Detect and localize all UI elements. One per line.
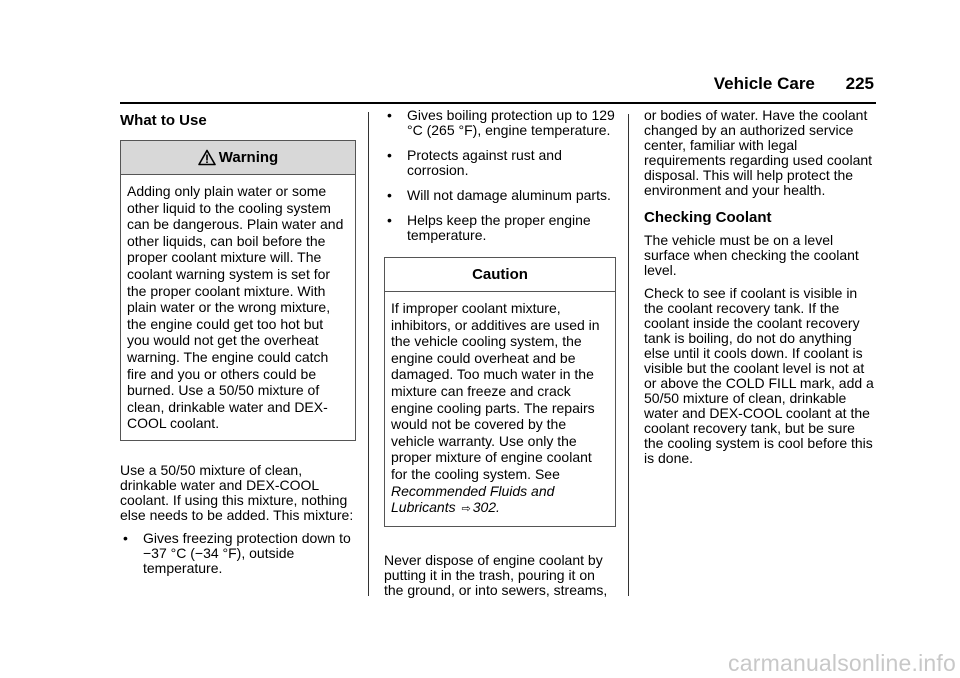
list-item: • Helps keep the proper engine temperature. (387, 212, 591, 243)
warning-title: Warning (218, 149, 279, 166)
watermark: carmanualsonline.info (728, 650, 956, 676)
checking-coolant-para-1: The vehicle must be on a level surface when checking the coolant level. (644, 232, 859, 278)
section-title: Vehicle Care (713, 74, 815, 93)
caution-box (384, 257, 616, 527)
reference-page: 302. (472, 499, 500, 516)
checking-coolant-para-2: Check to see if coolant is visible in the coolant recovery tank. If the coolant inside the coolant recovery tank is boiling, do not do anything else until it cools down. If coolant is visible but the coolant level is not at or above the COLD FILL mark, add a 50/50 mixture of clean, drinkable water and DEX-COOL coolant at the coolant recovery tank, but be sure the cooling system is cool before this is done. (644, 285, 874, 466)
warning-triangle-icon (198, 145, 216, 178)
protection-list-start (120, 531, 356, 576)
list-item: • Will not damage aluminum parts. (387, 187, 611, 203)
caution-reference-link[interactable]: Recommended Fluids and Lubricants ⇨ 302. (391, 483, 554, 516)
list-item: • Gives freezing protection down to −37 °C (−34 °F), outside temperature. (123, 529, 351, 576)
page-number: 225 (845, 74, 874, 93)
header-rule (120, 102, 876, 104)
warning-body: Adding only plain water or some other liquid to the cooling system can be dangerous. Plain water and other liquids, can boil before the proper coolant mixture will. The coolant warning system is set for the proper coolant mixture. With plain water or the wrong mixture, the engine could get too hot but you would not get the overheat warning. The engine could catch fire and you or others could be burned. Use a 50/50 mixture of clean, drinkable water and DEX-COOL coolant. (127, 183, 344, 432)
warning-box-header (121, 141, 355, 175)
coolant-mixture-intro: Use a 50/50 mixture of clean, drinkable water and DEX-COOL coolant. If using this mixture, nothing else needs to be added. This mixture: (120, 461, 354, 523)
page-header (714, 74, 874, 94)
column-3 (628, 108, 876, 474)
protection-list-continued (384, 108, 616, 243)
list-item: • Gives boiling protection up to 129 °C (265 °F), engine temperature. (387, 107, 615, 138)
page-reference-arrow-icon: ⇨ (461, 503, 471, 516)
column-divider-1 (368, 112, 369, 596)
caution-body: If improper coolant mixture, inhibitors, or additives are used in the vehicle cooling system, the engine could overheat and be damaged. Too much water in the mixture can freeze and crack engine cooling parts. The repairs would not be covered by the vehicle warranty. Use only the proper mixture of engine coolant for the cooling system. See Recommended Fluids and Lubricants ⇨ 302. (385, 292, 615, 526)
coolant-disposal-start: Never dispose of engine coolant by putting it in the trash, pouring it on the ground, or into sewers, streams, (384, 551, 608, 598)
column-2 (384, 108, 616, 606)
list-item: • Protects against rust and corrosion. (387, 147, 562, 178)
heading-what-to-use: What to Use (120, 112, 207, 129)
caution-box-header: Caution (385, 258, 615, 292)
heading-checking-coolant: Checking Coolant (644, 209, 772, 226)
column-1 (120, 108, 356, 586)
warning-box (120, 140, 356, 441)
coolant-disposal-end: or bodies of water. Have the coolant changed by an authorized service center, familiar with legal requirements regarding used coolant disposal. This will help protect the environment and your health. (644, 107, 873, 198)
